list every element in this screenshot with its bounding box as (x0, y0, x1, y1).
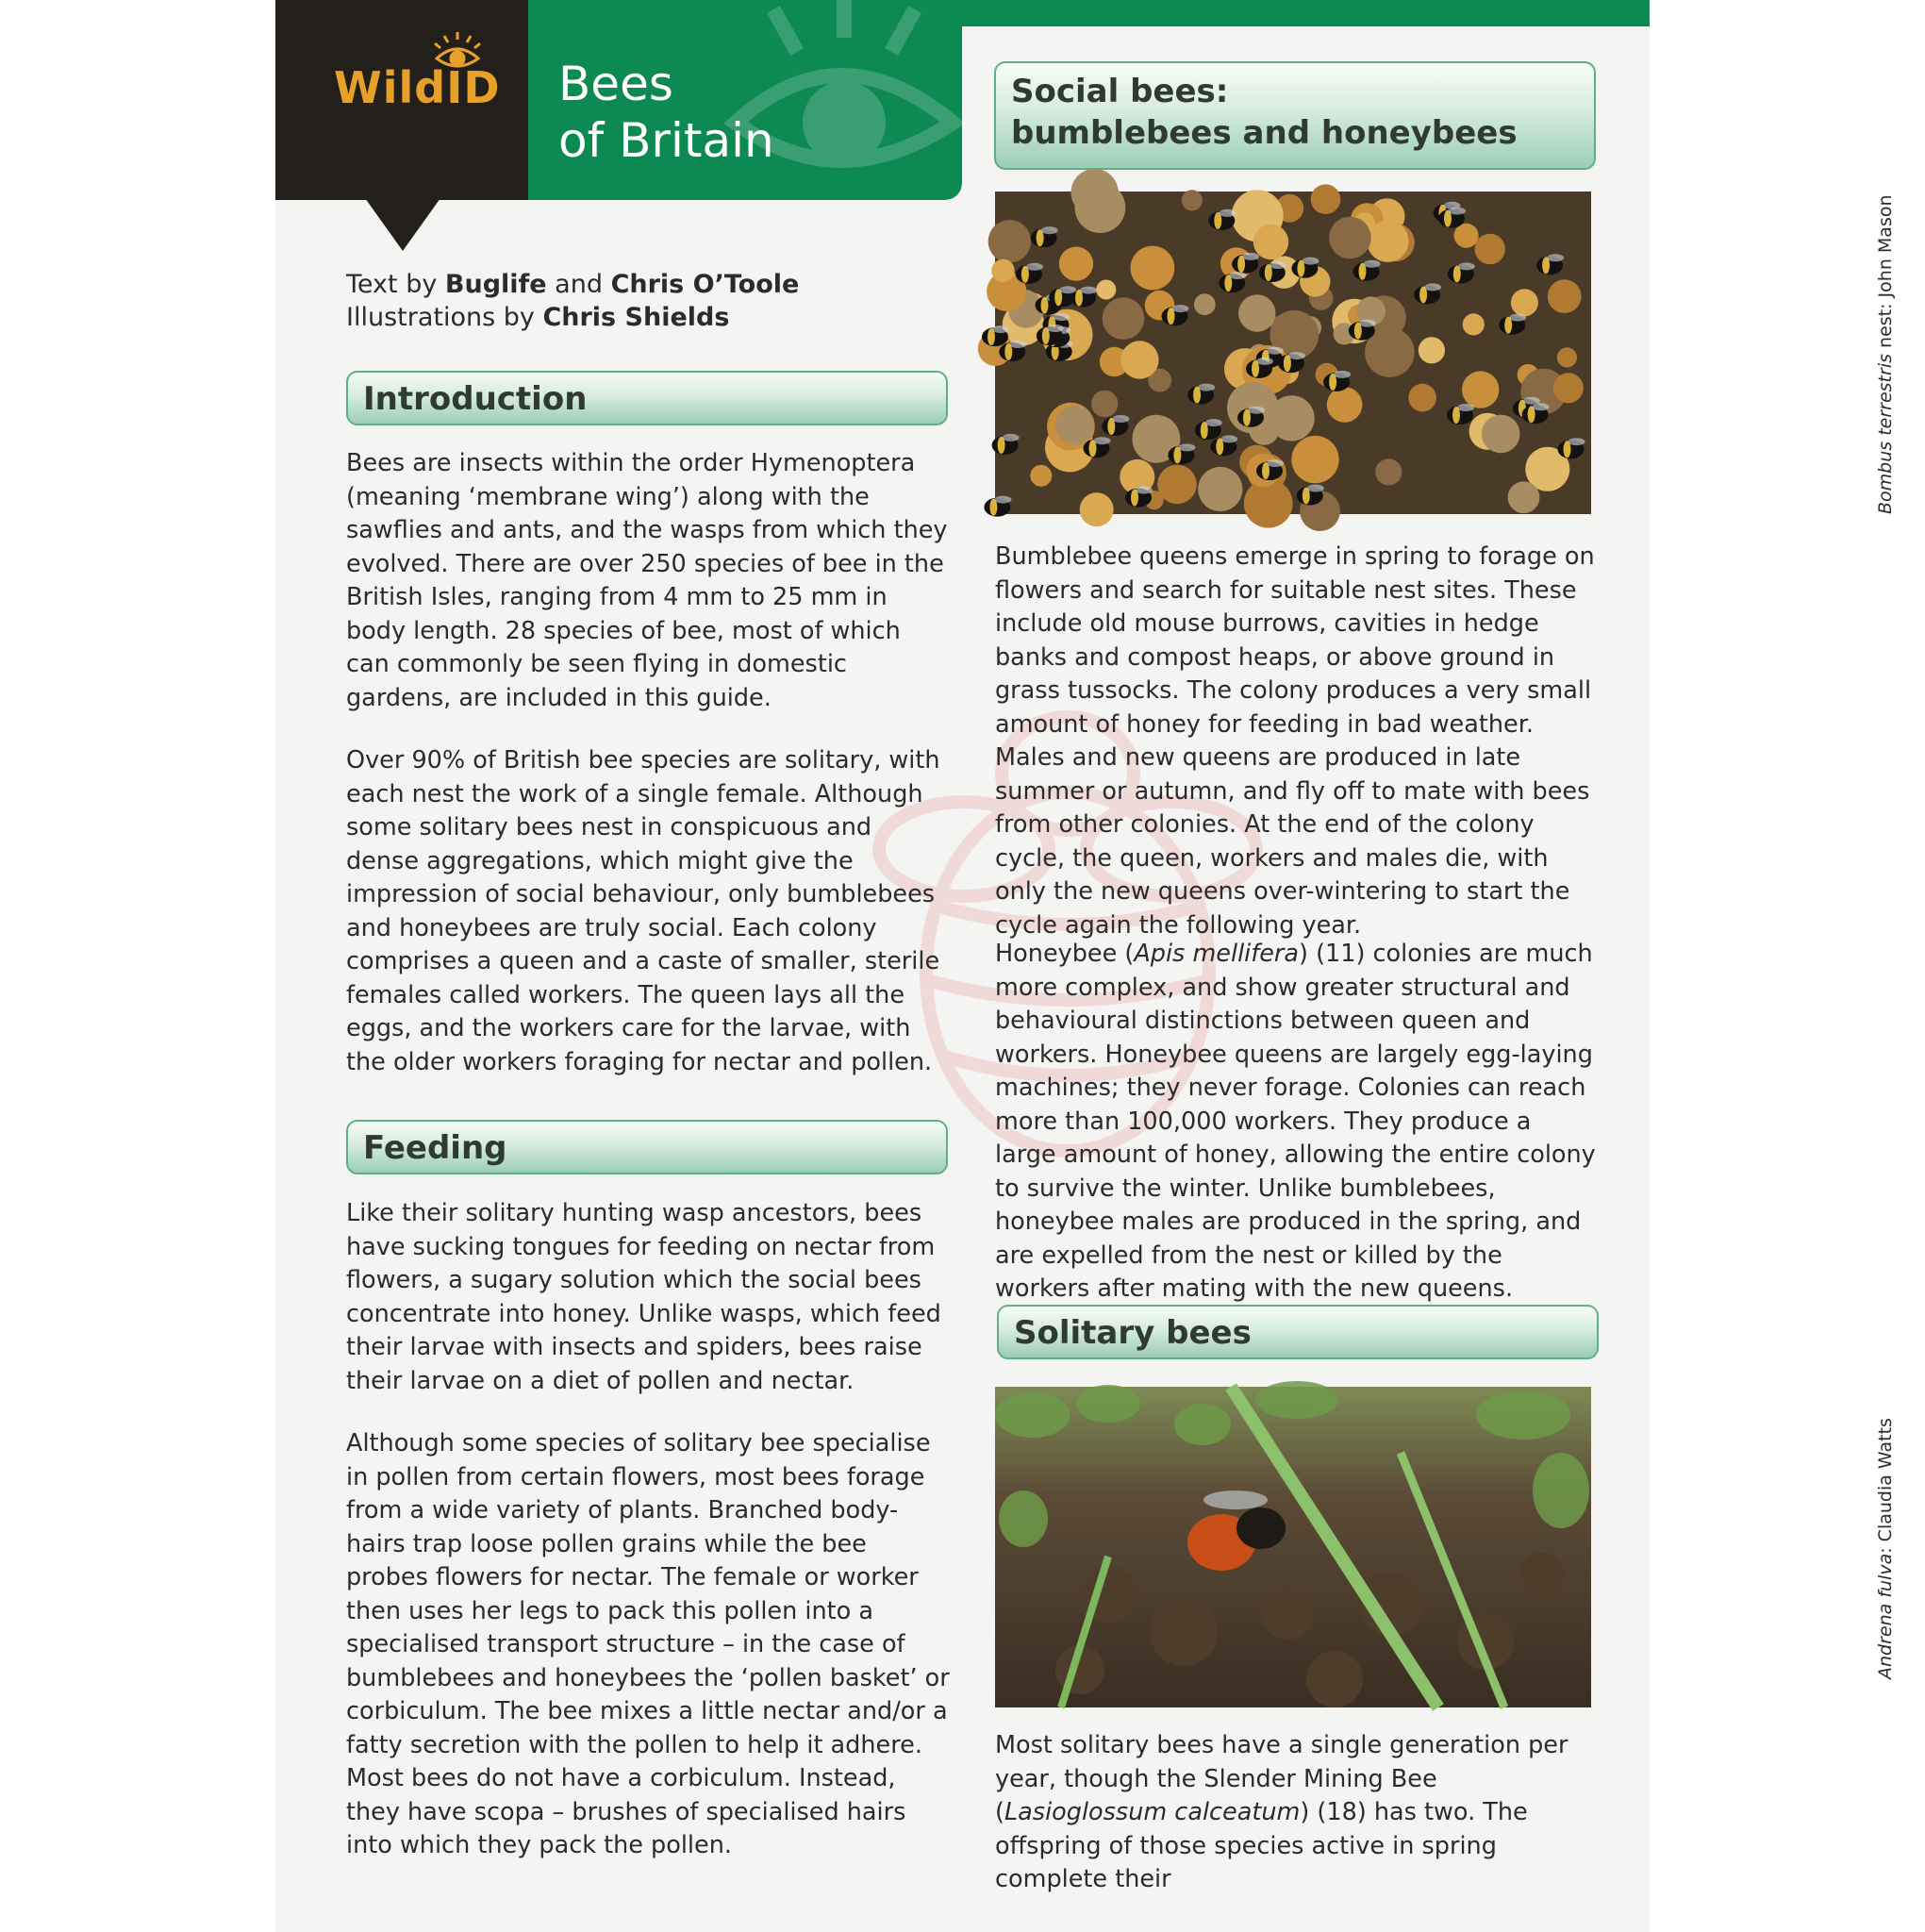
solitary-p1-species: Lasioglossum calceatum (1004, 1798, 1301, 1826)
leaflet-page (275, 0, 1896, 1932)
intro-paragraph-2: Over 90% of British bee species are solitary, with each nest the work of a single female. Although some solitary bees nest in conspicuous and dense aggregations, which might give the impression of social behaviour, only bumblebees and honeybees are truly social. Each colony comprises a queen and a caste of smaller, sterile females called workers. The queen lays all the eggs, and the workers care for the larvae, with the older workers foraging for nectar and pollen. (346, 746, 940, 1076)
logo-pointer (365, 198, 440, 251)
feeding-paragraph-1: Like their solitary hunting wasp ancestors, bees have sucking tongues for feeding on nectar from flowers, a sugary solution which the social bees concentrate into honey. Unlike wasps, which feed their larvae with insects and spiders, bees raise their larvae on a diet of pollen and nectar. (346, 1199, 941, 1395)
title-block (528, 0, 962, 200)
social-p2-species: Apis mellifera (1134, 940, 1300, 968)
social-bees-heading (994, 61, 1596, 170)
text-credit (346, 268, 799, 301)
intro-paragraph-1: Bees are insects within the order Hymenoptera (meaning ‘membrane wing’) along with the sawflies and ants, and the wasps from which they evolved. There are over 250 species of bee in the British Isles, ranging from 4 mm to 25 mm in body length. 28 species of bee, most of which can commonly be seen flying in domestic gardens, are included in this guide. (346, 449, 948, 712)
credit-prefix: Text by (346, 270, 445, 299)
social-p2-b: ) (11) colonies are much more complex, and show greater structural and behavioural distinctions between queen and workers. Honeybee queens are largely egg-laying machines; they never forage. Colonies can reach more than 100,000 workers. They produce a large amount of honey, allowing the entire colony to survive the winter. Unlike bumblebees, honeybee males are produced in the spring, and are expelled from the nest or killed by the workers after mating with the new queens. (995, 940, 1596, 1303)
illustrator-name: Chris Shields (542, 303, 730, 332)
illus-prefix: Illustrations by (346, 303, 543, 332)
wildid-logo: WildID (334, 62, 501, 113)
page-title-line1: Bees (558, 57, 673, 111)
photo2-caption (1875, 1418, 1896, 1679)
photo2-caption-credit: : Claudia Watts (1875, 1418, 1896, 1554)
feeding-heading-text: Feeding (363, 1129, 507, 1167)
social-paragraph-1: Bumblebee queens emerge in spring to forage on flowers and search for suitable nest sites. These include old mouse burrows, cavities in hedge banks and compost heaps, or above ground in grass tussocks. The colony produces a very small amount of honey for feeding in bad weather. Males and new queens are produced in late summer or autumn, and fly off to mate with bees from other colonies. At the end of the colony cycle, the queen, workers and males die, with only the new queens over-wintering to start the cycle again the following year. (995, 542, 1595, 940)
nest-image-icon (995, 192, 1591, 514)
social-heading-line2: bumblebees and honeybees (1011, 114, 1518, 152)
feeding-heading (346, 1120, 948, 1174)
eye-decoration-icon (717, 0, 962, 208)
illustration-credit (346, 301, 799, 334)
solitary-heading-text: Solitary bees (1014, 1314, 1252, 1352)
page-title-line2: of Britain (558, 113, 774, 168)
logo-block (275, 0, 528, 200)
photo1-caption-credit: nest: John Mason (1875, 194, 1896, 354)
solitary-bees-heading (997, 1305, 1599, 1359)
social-heading-line1: Social bees: (1011, 73, 1229, 110)
author-otoole: Chris O’Toole (610, 270, 800, 299)
mining-bee-image-icon (995, 1387, 1591, 1707)
photo1-caption-species: Bombus terrestris (1875, 354, 1896, 514)
photo2-caption-species: Andrena fulva (1875, 1553, 1896, 1679)
solitary-p1-b: ) (18) has two. The offspring of those species active in spring complete their (995, 1798, 1528, 1893)
solitary-p1-a: Most solitary bees have a single generation per year, though the Slender Mining Bee ( (995, 1731, 1568, 1826)
introduction-heading (346, 371, 948, 425)
bumblebee-nest-photo (995, 192, 1591, 514)
social-paragraph-2 (995, 938, 1599, 1307)
author-buglife: Buglife (444, 270, 547, 299)
solitary-paragraph-1 (995, 1729, 1599, 1897)
credits (346, 268, 799, 334)
photo1-caption (1875, 194, 1896, 514)
credit-and: and (546, 270, 611, 299)
andrena-fulva-photo (995, 1387, 1591, 1707)
introduction-heading-text: Introduction (363, 380, 588, 418)
social-p2-a: Honeybee ( (995, 940, 1135, 968)
feeding-paragraph-2: Although some species of solitary bee specialise in pollen from certain flowers, most bees forage from a wide variety of plants. Branched body-hairs trap loose pollen grains while the bee probes flowers for nectar. The female or worker then uses her legs to pack this pollen into a specialised transport structure – in the case of bumblebees and honeybees the ‘pollen basket’ or corbiculum. The bee mixes a little nectar and/or a fatty secretion with the pollen to help it adhere. Most bees do not have a corbiculum. Instead, they have scopa – brushes of specialised hairs into which they pack the pollen. (346, 1429, 950, 1859)
